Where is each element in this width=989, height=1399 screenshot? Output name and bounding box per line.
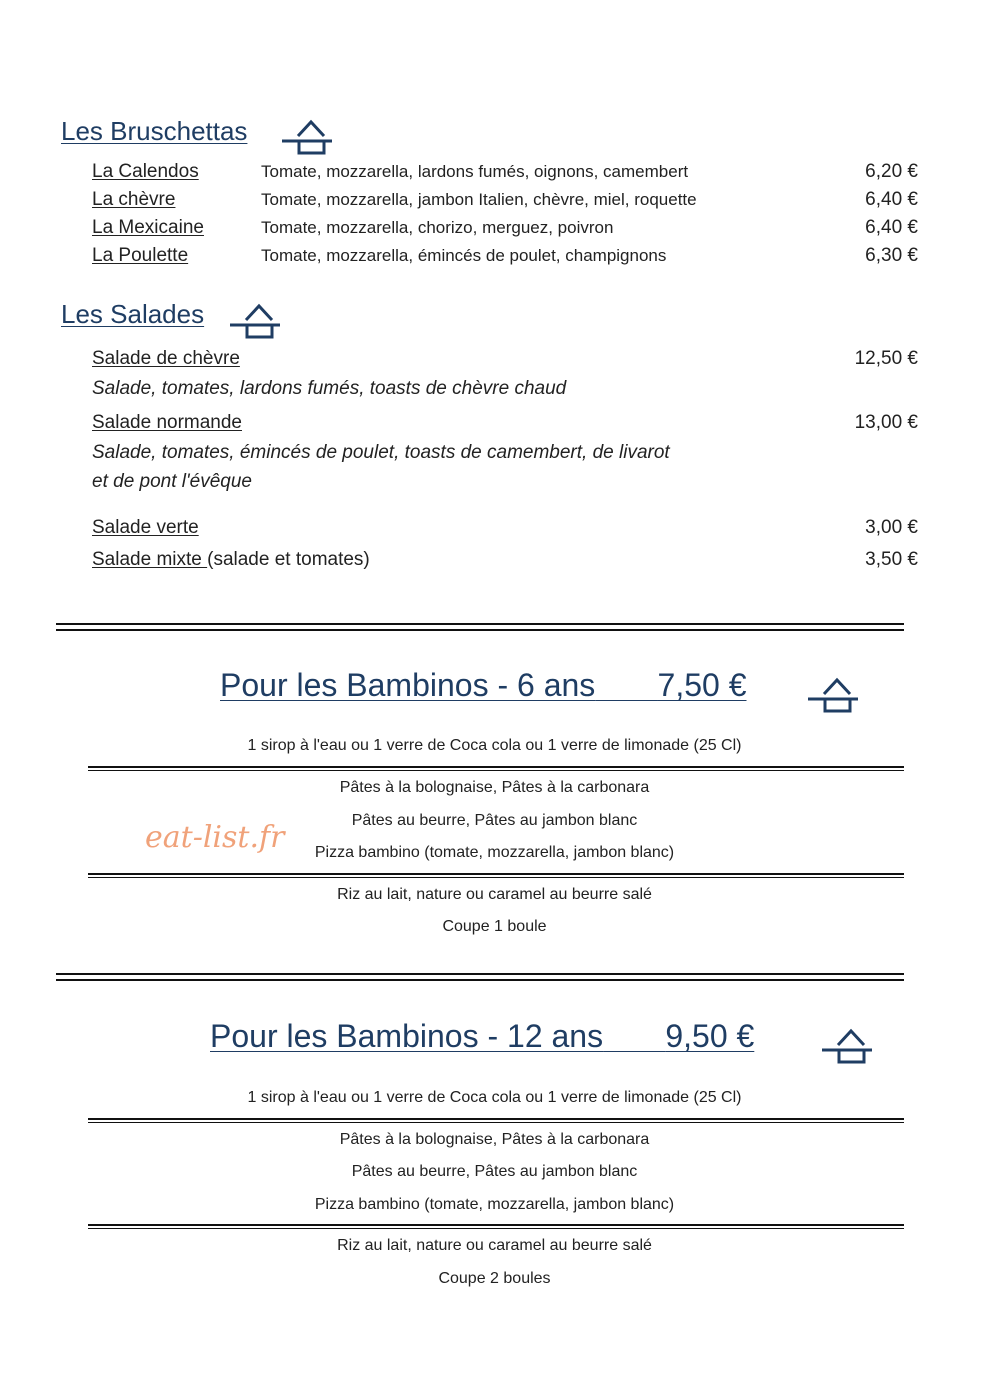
kids-title-gap [595,667,657,703]
bruschetta-desc: Tomate, mozzarella, chorizo, merguez, poivron [261,218,614,237]
kids-dessert: Coupe 1 boule [442,918,547,935]
section-divider [56,973,904,981]
bruschetta-name: La Mexicaine [92,217,204,238]
salad-name: Salade mixte [92,549,208,570]
salad-extra: (salade et tomates) [207,549,370,570]
kids-drink: 1 sirop à l'eau ou 1 verre de Coca cola ou 1 verre de limonade (25 Cl) [247,737,742,754]
section-title-salades: Les Salades [61,299,205,329]
salad-price: 12,50 € [854,348,918,369]
salad-name: Salade normande [92,412,242,433]
row-divider [88,766,904,771]
house-icon [822,1025,876,1067]
salad-desc: et de pont l'évêque [92,471,252,492]
house-icon [808,674,862,716]
bruschetta-price: 6,40 € [865,189,918,210]
bruschetta-desc: Tomate, mozzarella, lardons fumés, oignons, camembert [261,162,689,181]
kids-title-text: Pour les Bambinos - 12 ans [210,1018,604,1054]
bruschetta-name: La Calendos [92,161,199,182]
kids-dessert: Riz au lait, nature ou caramel au beurre salé [337,1237,652,1254]
bruschetta-price: 6,30 € [865,245,918,266]
bruschetta-name: La Poulette [92,245,189,266]
salad-name: Salade de chèvre [92,348,240,369]
kids-price: 9,50 € [665,1018,755,1054]
kids-title-text: Pour les Bambinos - 6 ans [220,667,596,703]
salad-desc: Salade, tomates, émincés de poulet, toasts de camembert, de livarot [92,442,670,463]
salad-price: 3,50 € [865,549,918,570]
house-icon [230,300,284,342]
kids-drink: 1 sirop à l'eau ou 1 verre de Coca cola ou 1 verre de limonade (25 Cl) [247,1089,742,1106]
kids-title-gap [603,1018,665,1054]
section-divider [56,623,904,631]
kids-price: 7,50 € [657,667,747,703]
kids-main: Pâtes au beurre, Pâtes au jambon blanc [351,812,638,829]
row-divider [88,873,904,878]
section-title-bruschettas: Les Bruschettas [61,116,248,146]
salad-desc: Salade, tomates, lardons fumés, toasts de chèvre chaud [92,378,567,399]
salad-mixte-line [92,549,370,571]
row-divider [88,1118,904,1123]
kids-main: Pâtes à la bolognaise, Pâtes à la carbonara [339,779,650,796]
kids-main: Pâtes à la bolognaise, Pâtes à la carbonara [339,1131,650,1148]
salad-price: 3,00 € [865,517,918,538]
bruschetta-desc: Tomate, mozzarella, jambon Italien, chèvre, miel, roquette [261,190,697,209]
bruschetta-name: La chèvre [92,189,176,210]
kids-main: Pizza bambino (tomate, mozzarella, jambon blanc) [314,844,675,861]
kids-title-12 [210,1018,754,1055]
bruschetta-price: 6,20 € [865,161,918,182]
bruschetta-price: 6,40 € [865,217,918,238]
kids-dessert: Riz au lait, nature ou caramel au beurre salé [337,886,652,903]
kids-main: Pâtes au beurre, Pâtes au jambon blanc [351,1163,638,1180]
row-divider [88,1224,904,1229]
kids-title-6 [220,667,747,704]
kids-dessert: Coupe 2 boules [438,1270,551,1287]
house-icon [282,116,336,158]
kids-main: Pizza bambino (tomate, mozzarella, jambon blanc) [314,1196,675,1213]
watermark: eat-list.fr [145,820,285,855]
salad-price: 13,00 € [854,412,918,433]
salad-name: Salade verte [92,517,199,538]
bruschetta-desc: Tomate, mozzarella, émincés de poulet, champignons [261,246,667,265]
